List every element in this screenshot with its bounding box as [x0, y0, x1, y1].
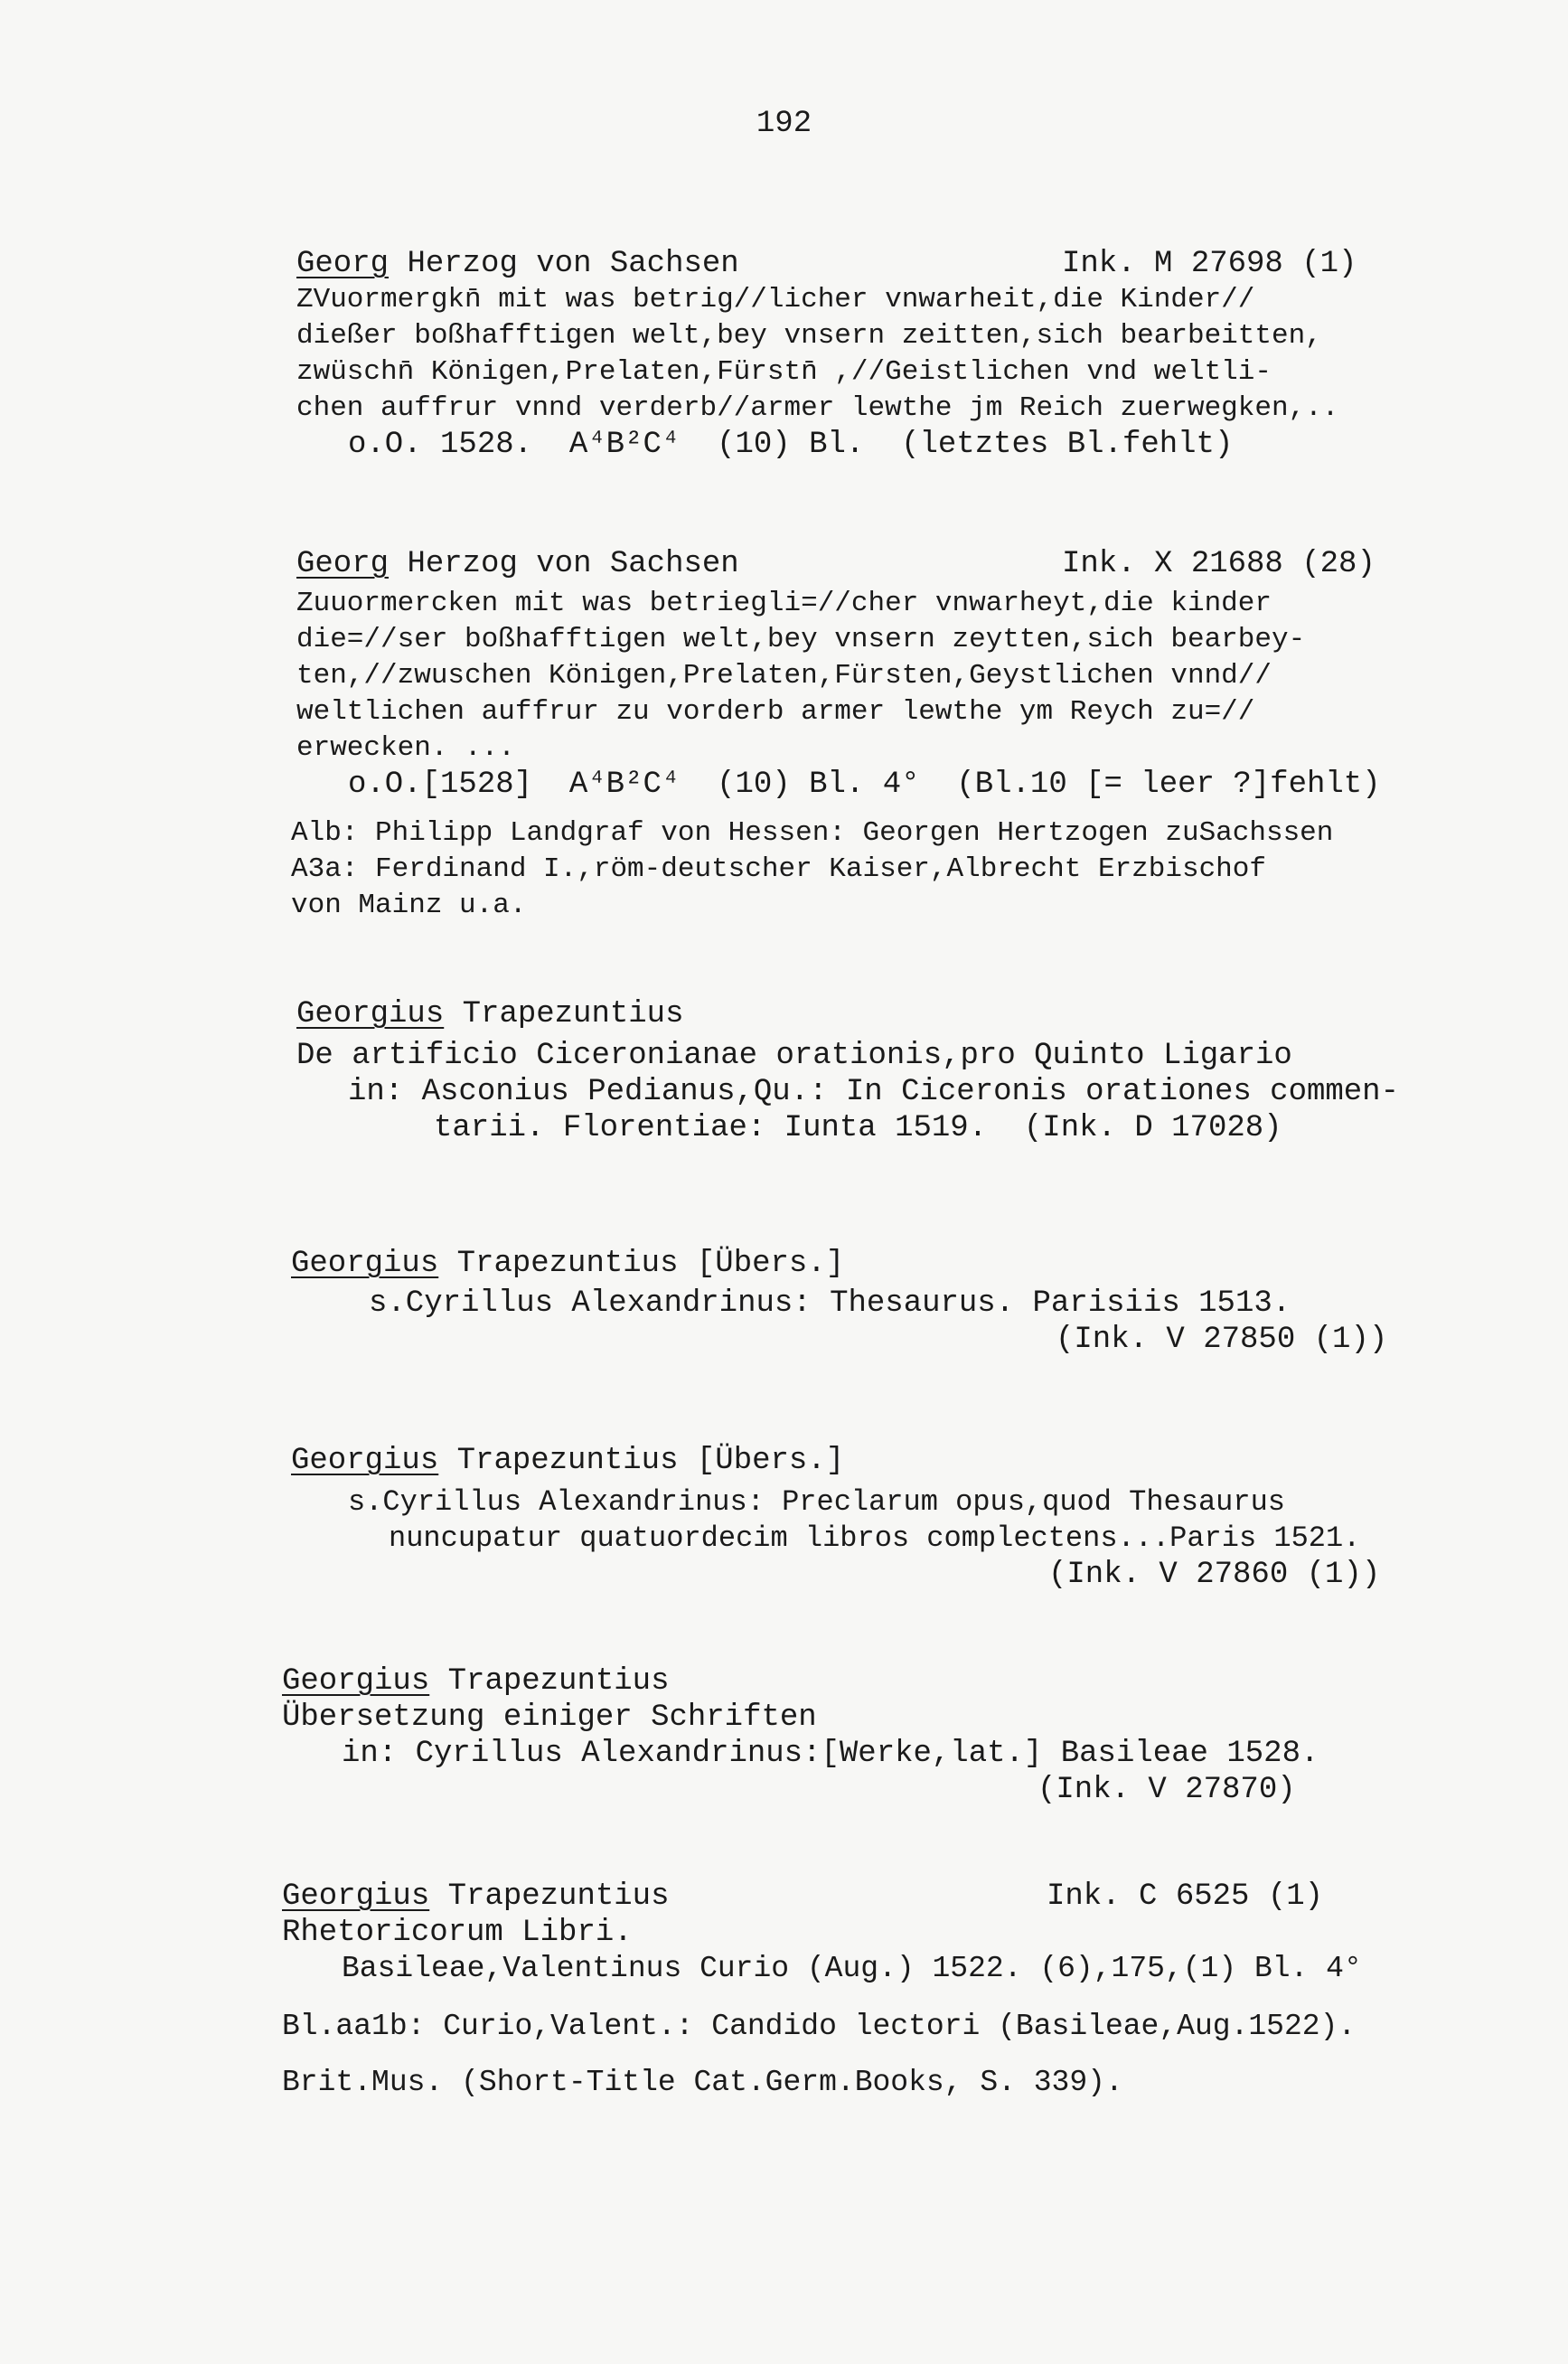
- shelfmark: Ink. X 21688 (28): [1062, 547, 1376, 581]
- entry-line: weltlichen auffrur zu vorderb armer lewthe ym Reych zu=//: [296, 696, 1255, 728]
- heading-rest: Trapezuntius [Übers.]: [456, 1247, 845, 1281]
- entry-line: erwecken. ...: [296, 732, 515, 764]
- entry-line: Brit.Mus. (Short-Title Cat.Germ.Books, S. 339).: [282, 2066, 1123, 2099]
- entry-line: dießer boßhafftigen welt,bey vnsern zeitten,sich bearbeitten,: [296, 320, 1322, 352]
- entry-line: o.O. 1528. A⁴B²C⁴ (10) Bl. (letztes Bl.fehlt): [348, 428, 1234, 462]
- entry-line: De artificio Ciceronianae orationis,pro Quinto Ligario: [296, 1039, 1292, 1073]
- entry-note: von Mainz u.a.: [291, 890, 527, 921]
- entry-line: (Ink. V 27870): [1038, 1773, 1296, 1807]
- heading-rest: Herzog von Sachsen: [407, 547, 739, 581]
- entry-line: (Ink. V 27860 (1)): [1048, 1558, 1381, 1592]
- heading-rest: Trapezuntius: [447, 1879, 670, 1914]
- entry-heading: [291, 1246, 844, 1282]
- entry-heading: [291, 1443, 844, 1479]
- entry-line: Bl.aa1b: Curio,Valent.: Candido lectori (Basileae,Aug.1522).: [282, 2010, 1357, 2043]
- entry-line: s.Cyrillus Alexandrinus: Preclarum opus,quod Thesaurus: [348, 1485, 1285, 1519]
- heading-name: Georgius: [291, 1247, 439, 1281]
- heading-name: Georgius: [296, 997, 445, 1031]
- entry-line: in: Cyrillus Alexandrinus:[Werke,lat.] Basileae 1528.: [342, 1737, 1319, 1771]
- entry-heading: [282, 1879, 669, 1915]
- entry-heading: [282, 1663, 669, 1700]
- entry-line: die=//ser boßhafftigen welt,bey vnsern zeytten,sich bearbey-: [296, 624, 1306, 655]
- entry-line: chen auffrur vnnd verderb//armer lewthe jm Reich zuerwegken,..: [296, 392, 1339, 424]
- heading-name: Georgius: [291, 1444, 439, 1478]
- heading-name: Georg: [296, 247, 390, 281]
- heading-name: Georgius: [282, 1879, 430, 1914]
- entry-line: ten,//zwuschen Königen,Prelaten,Fürsten,Geystlichen vnnd//: [296, 660, 1272, 692]
- entry-line: nuncupatur quatuordecim libros complectens...Paris 1521.: [389, 1521, 1361, 1555]
- entry-line: s.Cyrillus Alexandrinus: Thesaurus. Parisiis 1513.: [369, 1286, 1291, 1321]
- shelfmark: Ink. M 27698 (1): [1062, 247, 1357, 281]
- entry-line: Basileae,Valentinus Curio (Aug.) 1522. (6),175,(1) Bl. 4°: [342, 1952, 1362, 1985]
- entry-line: (Ink. V 27850 (1)): [1056, 1323, 1388, 1357]
- heading-rest: Trapezuntius: [447, 1664, 670, 1699]
- entry-line: in: Asconius Pedianus,Qu.: In Ciceronis orationes commen-: [348, 1075, 1399, 1109]
- heading-name: Georg: [296, 547, 390, 581]
- entry-line: o.O.[1528] A⁴B²C⁴ (10) Bl. 4° (Bl.10 [= leer ?]fehlt): [348, 768, 1381, 802]
- heading-rest: Herzog von Sachsen: [407, 247, 739, 281]
- entry-line: ZVuormergkn̄ mit was betrig//licher vnwarheit,die Kinder//: [296, 284, 1255, 316]
- heading-rest: Trapezuntius: [462, 997, 684, 1031]
- entry-heading: [296, 546, 739, 582]
- entry-heading: [296, 246, 739, 282]
- entry-line: Rhetoricorum Libri.: [282, 1916, 633, 1950]
- entry-line: Übersetzung einiger Schriften: [282, 1700, 817, 1735]
- entry-heading: [296, 996, 683, 1032]
- entry-line: zwüschn̄ Königen,Prelaten,Fürstn̄ ,//Geistlichen vnd weltli-: [296, 356, 1272, 388]
- entry-line: Zuuormercken mit was betriegli=//cher vnwarheyt,die kinder: [296, 588, 1272, 619]
- shelfmark: Ink. C 6525 (1): [1047, 1879, 1324, 1914]
- entry-line: tarii. Florentiae: Iunta 1519. (Ink. D 17028): [434, 1111, 1282, 1145]
- page-number: 192: [756, 107, 812, 141]
- heading-name: Georgius: [282, 1664, 430, 1699]
- heading-rest: Trapezuntius [Übers.]: [456, 1444, 845, 1478]
- entry-note: A3a: Ferdinand I.,röm-deutscher Kaiser,Albrecht Erzbischof: [291, 853, 1266, 885]
- entry-note: Alb: Philipp Landgraf von Hessen: Georgen Hertzogen zuSachssen: [291, 817, 1334, 849]
